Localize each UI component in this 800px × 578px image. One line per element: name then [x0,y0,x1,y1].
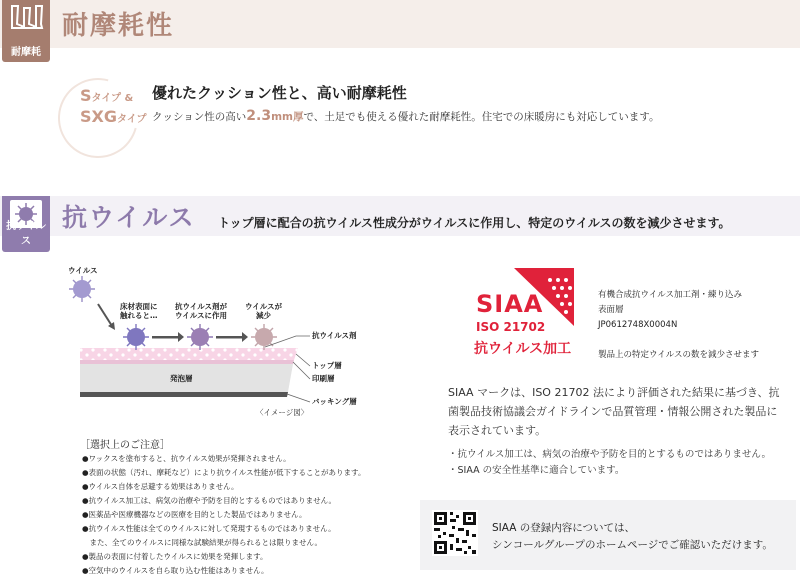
virus-touching-icon [123,324,149,350]
section2-lead: トップ層に配合の抗ウイルス性成分がウイルスに作用し、特定のウイルスの数を減少させます。 [218,216,731,230]
siaa-note: 製品上の特定ウイルスの数を減少させます [598,350,759,360]
thickness-unit: mm厚 [271,111,304,123]
shoe-prints-icon [8,4,44,30]
caution-item: ●空気中のウイルスを自ら取り込む性能はありません。 [82,566,269,575]
label-step3 [245,302,282,321]
type-s-letter: S [80,86,92,105]
caution-title: ［選択上のご注意］ [80,440,170,451]
label-step1-a: 床材表面に [120,302,158,311]
desc-pre: クッション性の高い [152,111,247,123]
siaa-bullets [448,447,771,479]
siaa-mark [470,268,588,360]
label-foam-layer: 発泡層 [170,374,193,383]
siaa-paragraph: SIAA マークは、ISO 21702 法により評価された結果に基づき、抗菌製品技術協議会ガイドラインで品質管理・情報公開された製品に表示されています。 [448,386,780,437]
section1-description [152,108,659,124]
section1-heading: 優れたクッション性と、高い耐摩耗性 [152,84,407,102]
antivirus-diagram [60,262,405,422]
type-sxg-suffix: タイプ [117,114,147,125]
caution-item: ●ワックスを塗布すると、抗ウイルス効果が発揮されません。 [82,454,291,463]
registration-text [492,520,773,554]
caution-list [82,452,412,578]
type-s-suffix: タイプ & [91,93,134,104]
siaa-iso: ISO 21702 [476,320,546,334]
siaa-info [598,288,742,333]
label-backing-layer: バッキング層 [312,397,357,406]
desc-post: で、土足でも使える優れた耐摩耗性。住宅での床暖房にも対応しています。 [303,111,660,123]
caution-item: また、全てのウイルスに同様な試験結果が得られるとは限りません。 [82,538,322,547]
label-antivirus-agent: 抗ウイルス剤 [312,331,357,340]
registration-line2: シンコールグループのホームページでご確認いただけます。 [492,539,773,551]
virus-floating-icon [69,276,95,302]
siaa-bullet: ・SIAA の安全性基準に適合しています。 [448,465,625,476]
label-step3-b: 減少 [256,311,272,321]
label-top-layer: トップ層 [312,361,342,370]
label-step1 [120,302,158,321]
label-virus: ウイルス [68,266,98,275]
type-sxg-letters: SXG [80,107,117,126]
siaa-info-2: 表面層 [598,305,624,315]
label-image-note: 〈イメージ図〉 [256,408,309,417]
badge-label: 耐摩耗 [11,47,41,58]
thickness-number: 2.3 [246,108,272,124]
caution-item: ●抗ウイルス性能は全てのウイルスに対して発現するものではありません。 [82,524,336,533]
label-step3-a: ウイルスが [245,302,283,311]
antivirus-badge [2,196,50,252]
type-s-label [80,86,133,105]
label-step2-a: 抗ウイルス剤が [175,302,228,311]
qr-code-icon[interactable] [432,510,478,556]
siaa-info-3: JP0612748X0004N [598,320,678,330]
label-step2-b: ウイルスに作用 [175,311,228,321]
siaa-label: 抗ウイルス加工 [474,341,572,357]
section-title: 耐摩耗性 [62,11,175,41]
caution-item: ●製品の表面に付着したウイルスに効果を発揮します。 [82,552,268,561]
caution-item: ●ウイルス自体を忌避する効果はありません。 [82,482,239,491]
badge-label: 抗ウイルス [6,221,46,247]
label-step1-b: 触れると… [120,311,158,321]
type-sxg-label [80,107,147,126]
siaa-info-1: 有機合成抗ウイルス加工剤・練り込み [598,290,742,300]
label-step2 [175,302,227,321]
virus-acted-icon [187,324,213,350]
section-title: 抗ウイルス [62,203,196,232]
virus-reduced-icon [251,324,277,350]
label-print-layer: 印刷層 [312,374,335,383]
siaa-bullet: ・抗ウイルス加工は、病気の治療や予防を目的とするものではありません。 [448,449,772,460]
caution-item: ●医薬品や医療機器などの医療を目的とした製品ではありません。 [82,510,307,519]
caution-item: ●抗ウイルス加工は、病気の治療や予防を目的とするものではありません。 [82,496,337,505]
siaa-logo-text: SIAA [476,290,544,318]
caution-item: ●表面の状態（汚れ、摩耗など）により抗ウイルス性能が低下することがあります。 [82,468,366,477]
registration-line1: SIAA の登録内容については、 [492,522,636,534]
wear-resistance-badge [2,0,50,62]
